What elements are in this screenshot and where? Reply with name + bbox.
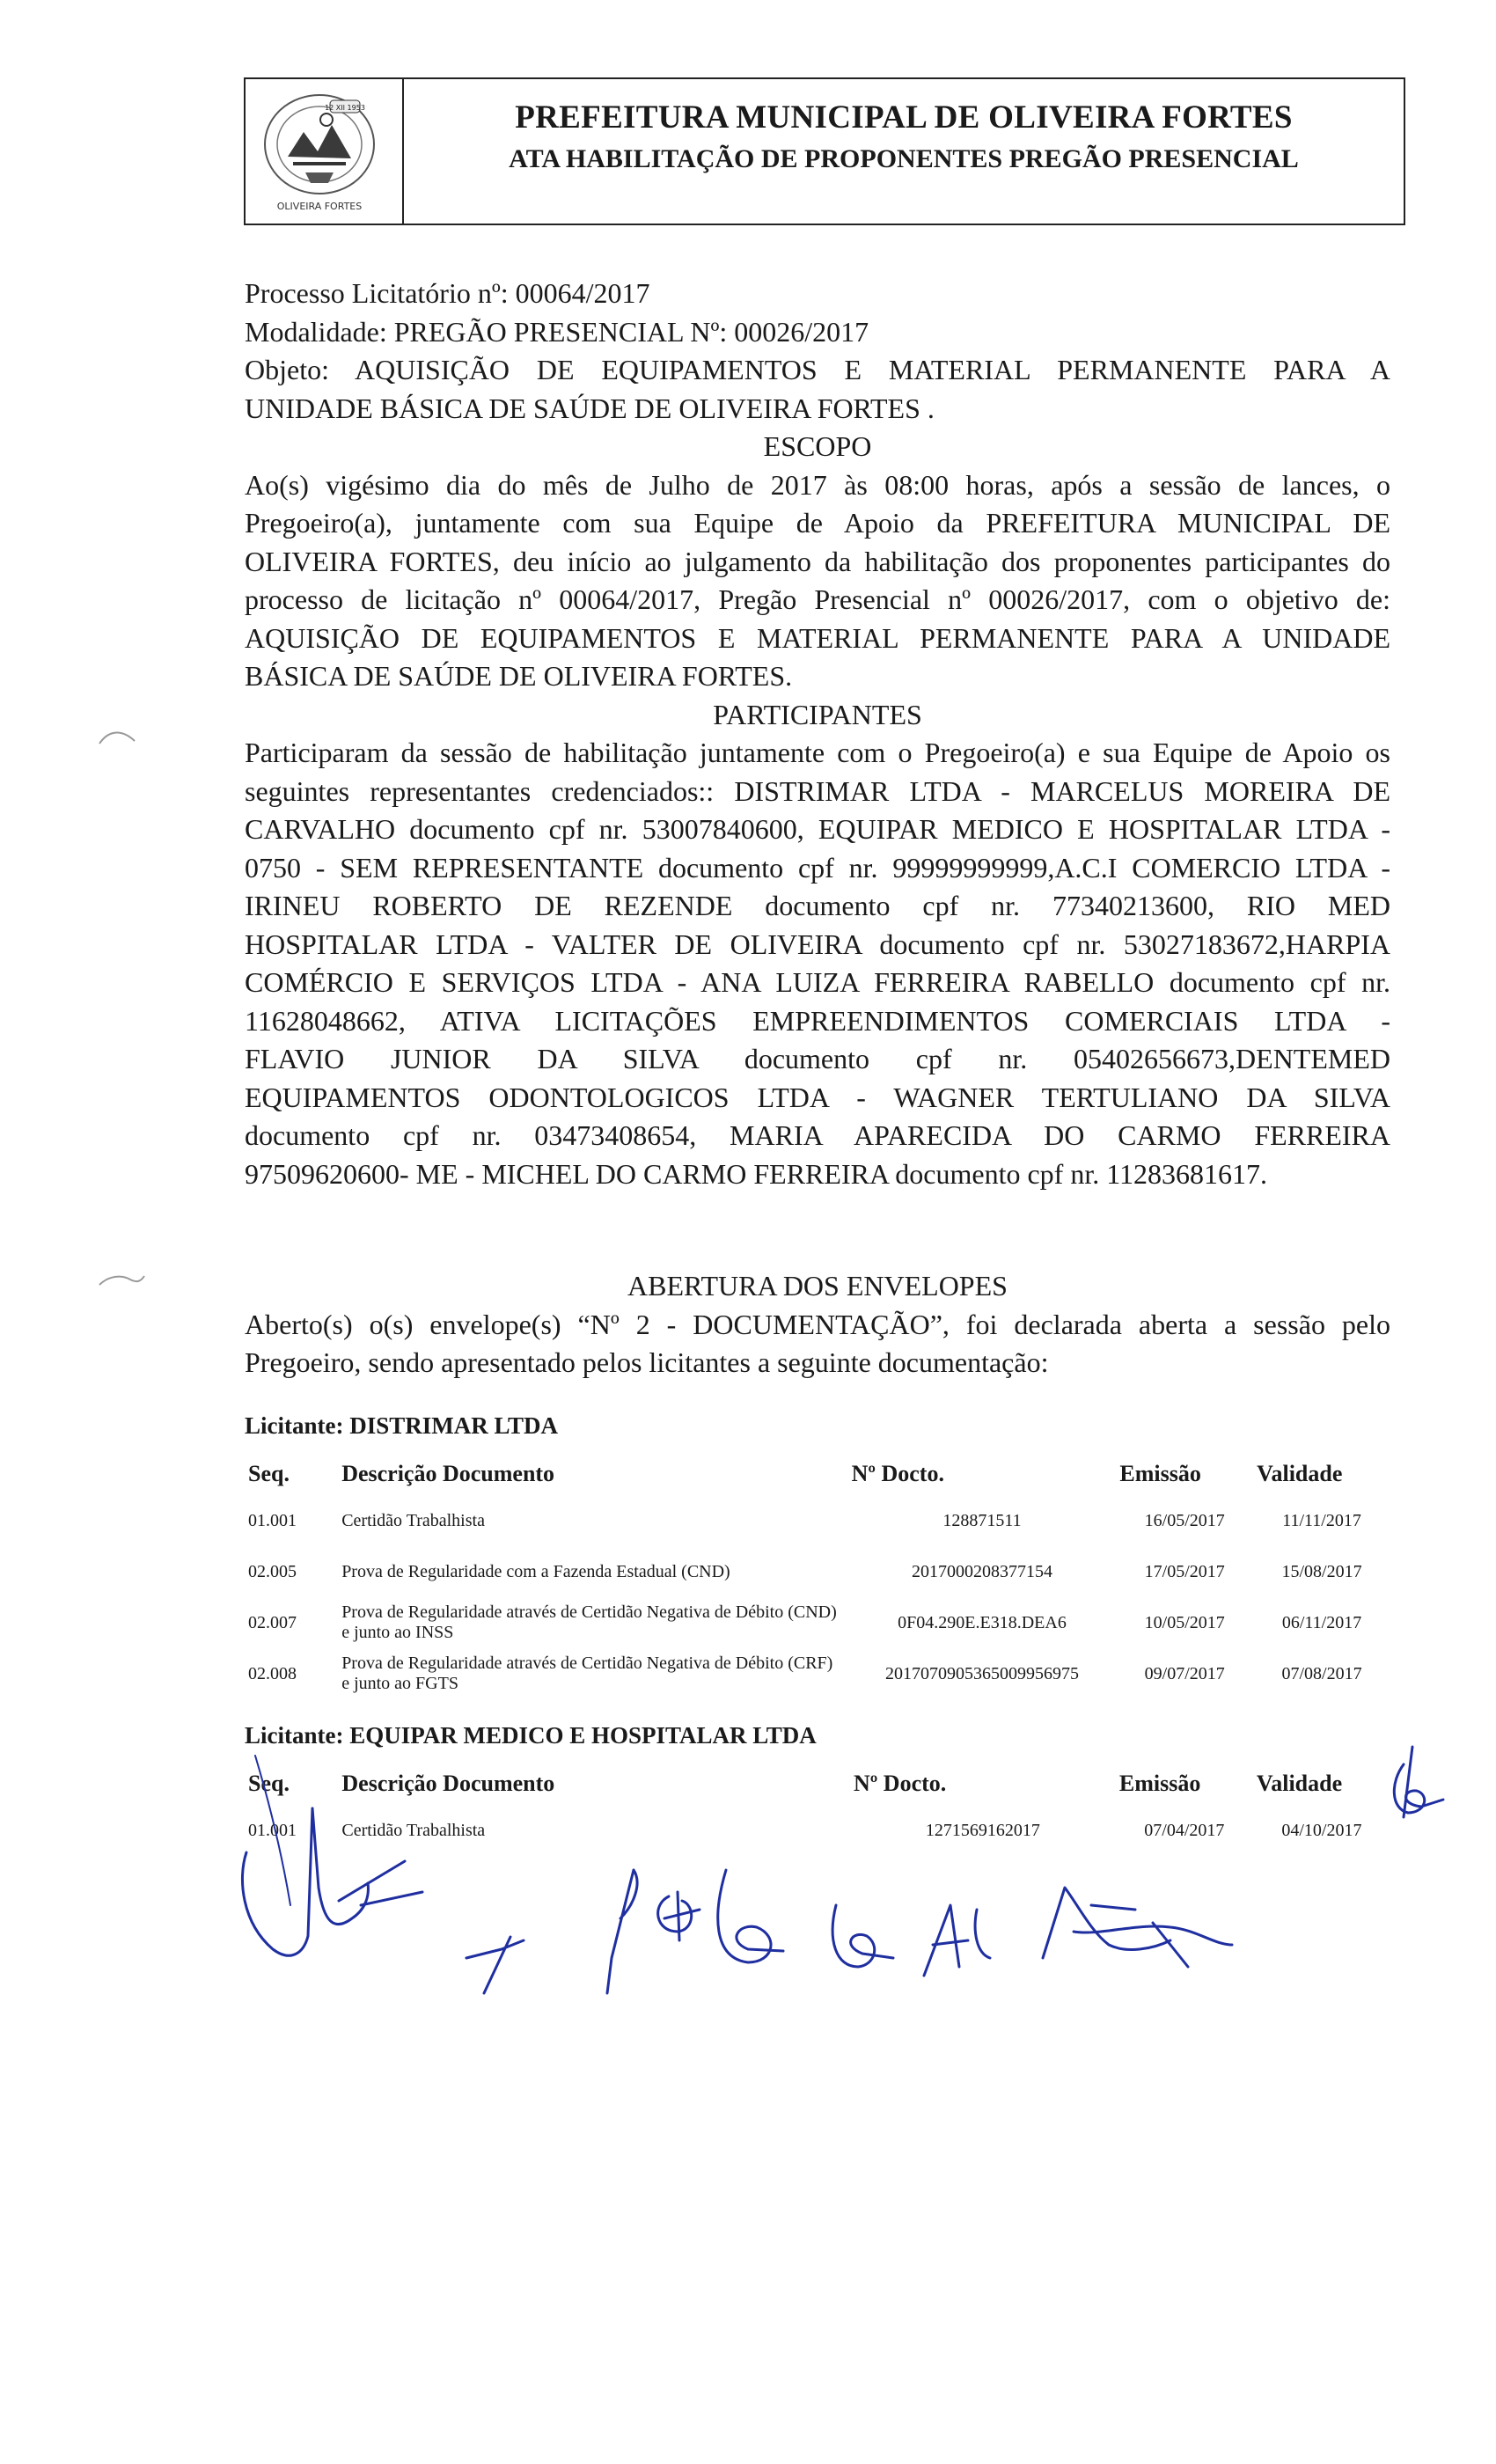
cell-emissao: 10/05/2017	[1144, 1612, 1225, 1632]
objeto-line: Objeto: AQUISIÇÃO DE EQUIPAMENTOS E MATERIAL PERMANENTE PARA A	[245, 354, 1390, 385]
escopo-line: Pregoeiro(a), juntamente com sua Equipe de Apoio da PREFEITURA MUNICIPAL DE	[245, 507, 1390, 539]
cell-seq: 02.007	[248, 1612, 297, 1632]
svg-text:OLIVEIRA FORTES: OLIVEIRA FORTES	[276, 201, 363, 212]
participantes-line: COMÉRCIO E SERVIÇOS LTDA - ANA LUIZA FERREIRA RABELLO documento cpf nr.	[245, 966, 1390, 998]
escopo-heading: ESCOPO	[763, 430, 872, 462]
page-title: PREFEITURA MUNICIPAL DE OLIVEIRA FORTES	[515, 99, 1293, 136]
cell-validade: 04/10/2017	[1281, 1820, 1362, 1840]
cell-descricao: Prova de Regularidade através de Certidão Negativa de Débito (CND) e junto ao INSS	[341, 1602, 837, 1642]
cell-seq: 01.001	[248, 1820, 297, 1840]
cell-descricao: Certidão Trabalhista	[341, 1510, 485, 1530]
modalidade-line: Modalidade: PREGÃO PRESENCIAL Nº: 00026/2017	[245, 315, 869, 348]
signatures-area	[220, 1729, 1452, 2020]
signature-3	[607, 1870, 783, 1993]
participantes-heading: PARTICIPANTES	[713, 698, 922, 730]
header-seq: Seq.	[248, 1771, 290, 1796]
cell-descricao: Prova de Regularidade com a Fazenda Estadual (CND)	[341, 1561, 730, 1581]
cell-emissao: 17/05/2017	[1144, 1561, 1225, 1581]
cell-emissao: 07/04/2017	[1144, 1820, 1225, 1840]
escopo-line: Ao(s) vigésimo dia do mês de Julho de 2017 às 08:00 horas, após a sessão de lances, o	[245, 468, 1390, 501]
participantes-line: 11628048662, ATIVA LICITAÇÕES EMPREENDIMENTOS COMERCIAIS LTDA -	[245, 1004, 1390, 1037]
documents-table	[245, 1453, 1390, 1699]
participantes-line: HOSPITALAR LTDA - VALTER DE OLIVEIRA documento cpf nr. 53027183672,HARPIA	[245, 928, 1390, 960]
cell-descricao: Prova de Regularidade através de Certidão Negativa de Débito (CRF) e junto ao FGTS	[341, 1654, 833, 1693]
page-subtitle: ATA HABILITAÇÃO DE PROPONENTES PREGÃO PRESENCIAL	[509, 144, 1299, 173]
header-seq: Seq.	[248, 1461, 290, 1486]
cell-numero: 2017000208377154	[912, 1561, 1052, 1581]
escopo-line: BÁSICA DE SAÚDE DE OLIVEIRA FORTES.	[245, 660, 793, 692]
participantes-line: 97509620600- ME - MICHEL DO CARMO FERREIRA documento cpf nr. 11283681617.	[245, 1157, 1268, 1190]
cell-numero: 1271569162017	[925, 1820, 1040, 1840]
header-numero: Nº Docto.	[853, 1771, 947, 1796]
abertura-line: Aberto(s) o(s) envelope(s) “Nº 2 - DOCUMENTAÇÃO”, foi declarada aberta a sessão pelo	[245, 1308, 1390, 1340]
participantes-line: 0750 - SEM REPRESENTANTE documento cpf nr. 99999999999,A.C.I COMERCIO LTDA -	[245, 851, 1390, 884]
signature-overlay-stroke	[255, 1756, 290, 1905]
header-descricao: Descrição Documento	[341, 1771, 555, 1796]
initial-mark	[1394, 1747, 1443, 1817]
cell-emissao: 16/05/2017	[1144, 1510, 1225, 1530]
signature-1	[242, 1808, 422, 1955]
participantes-line: CARVALHO documento cpf nr. 53007840600, EQUIPAR MEDICO E HOSPITALAR LTDA -	[245, 813, 1390, 845]
header-numero: Nº Docto.	[851, 1461, 944, 1486]
header-emissao: Emissão	[1119, 1461, 1201, 1486]
header-emissao: Emissão	[1118, 1771, 1201, 1796]
cell-descricao: Certidão Trabalhista	[341, 1820, 486, 1840]
participantes-line: documento cpf nr. 03473408654, MARIA APARECIDA DO CARMO FERREIRA	[245, 1119, 1390, 1151]
licitante-block	[245, 1411, 1390, 1699]
table-header-row	[245, 1453, 1390, 1495]
licitante-name: Licitante: EQUIPAR MEDICO E HOSPITALAR LTDA	[245, 1722, 817, 1749]
processo-line: Processo Licitatório nº: 00064/2017	[245, 277, 650, 309]
table-row	[245, 1546, 1390, 1597]
objeto-line: UNIDADE BÁSICA DE SAÚDE DE OLIVEIRA FORTES .	[245, 392, 935, 424]
table-row	[245, 1648, 1390, 1699]
cell-numero: 0F04.290E.E318.DEA6	[898, 1612, 1067, 1632]
participantes-line: IRINEU ROBERTO DE REZENDE documento cpf nr. 77340213600, RIO MED	[245, 890, 1390, 921]
table-row	[245, 1495, 1390, 1546]
cell-seq: 02.005	[248, 1561, 297, 1581]
table-row	[245, 1597, 1390, 1648]
header-validade: Validade	[1257, 1461, 1343, 1486]
cell-validade: 07/08/2017	[1281, 1663, 1362, 1683]
process-meta	[245, 275, 1390, 1193]
margin-mark	[95, 722, 139, 748]
signature-2	[466, 1937, 524, 1993]
escopo-line: AQUISIÇÃO DE EQUIPAMENTOS E MATERIAL PERMANENTE PARA A UNIDADE	[245, 621, 1390, 654]
abertura-heading: ABERTURA DOS ENVELOPES	[627, 1270, 1008, 1302]
abertura-section	[245, 1267, 1390, 1382]
abertura-line: Pregoeiro, sendo apresentado pelos licitantes a seguinte documentação:	[245, 1346, 1049, 1378]
cell-validade: 11/11/2017	[1282, 1510, 1361, 1530]
cell-validade: 06/11/2017	[1281, 1612, 1362, 1632]
participantes-line: seguintes representantes credenciados:: DISTRIMAR LTDA - MARCELUS MOREIRA DE	[245, 774, 1390, 807]
cell-seq: 01.001	[248, 1510, 297, 1530]
participantes-line: FLAVIO JUNIOR DA SILVA documento cpf nr. 05402656673,DENTEMED	[245, 1043, 1390, 1074]
cell-numero: 2017070905365009956975	[885, 1663, 1079, 1683]
escopo-line: OLIVEIRA FORTES, deu início ao julgamento da habilitação dos proponentes participantes do	[245, 545, 1390, 577]
document-header	[244, 77, 1405, 225]
signature-5	[1043, 1888, 1232, 1967]
municipal-seal-logo	[253, 84, 386, 216]
cell-emissao: 09/07/2017	[1144, 1663, 1225, 1683]
header-descricao: Descrição Documento	[341, 1461, 555, 1486]
licitante-name: Licitante: DISTRIMAR LTDA	[245, 1412, 559, 1439]
signature-4	[832, 1905, 990, 1976]
escopo-line: processo de licitação nº 00064/2017, Pregão Presencial nº 00026/2017, com o objetivo de:	[245, 583, 1390, 615]
svg-text:12 XII 1953: 12 XII 1953	[325, 104, 365, 112]
participantes-line: EQUIPAMENTOS ODONTOLOGICOS LTDA - WAGNER TERTULIANO DA SILVA	[245, 1081, 1390, 1113]
margin-mark	[95, 1267, 148, 1294]
participantes-line: Participaram da sessão de habilitação juntamente com o Pregoeiro(a) e sua Equipe de Apoio os	[245, 737, 1390, 768]
cell-seq: 02.008	[248, 1663, 297, 1683]
cell-validade: 15/08/2017	[1281, 1561, 1362, 1581]
header-validade: Validade	[1256, 1771, 1343, 1796]
cell-numero: 128871511	[942, 1510, 1022, 1530]
